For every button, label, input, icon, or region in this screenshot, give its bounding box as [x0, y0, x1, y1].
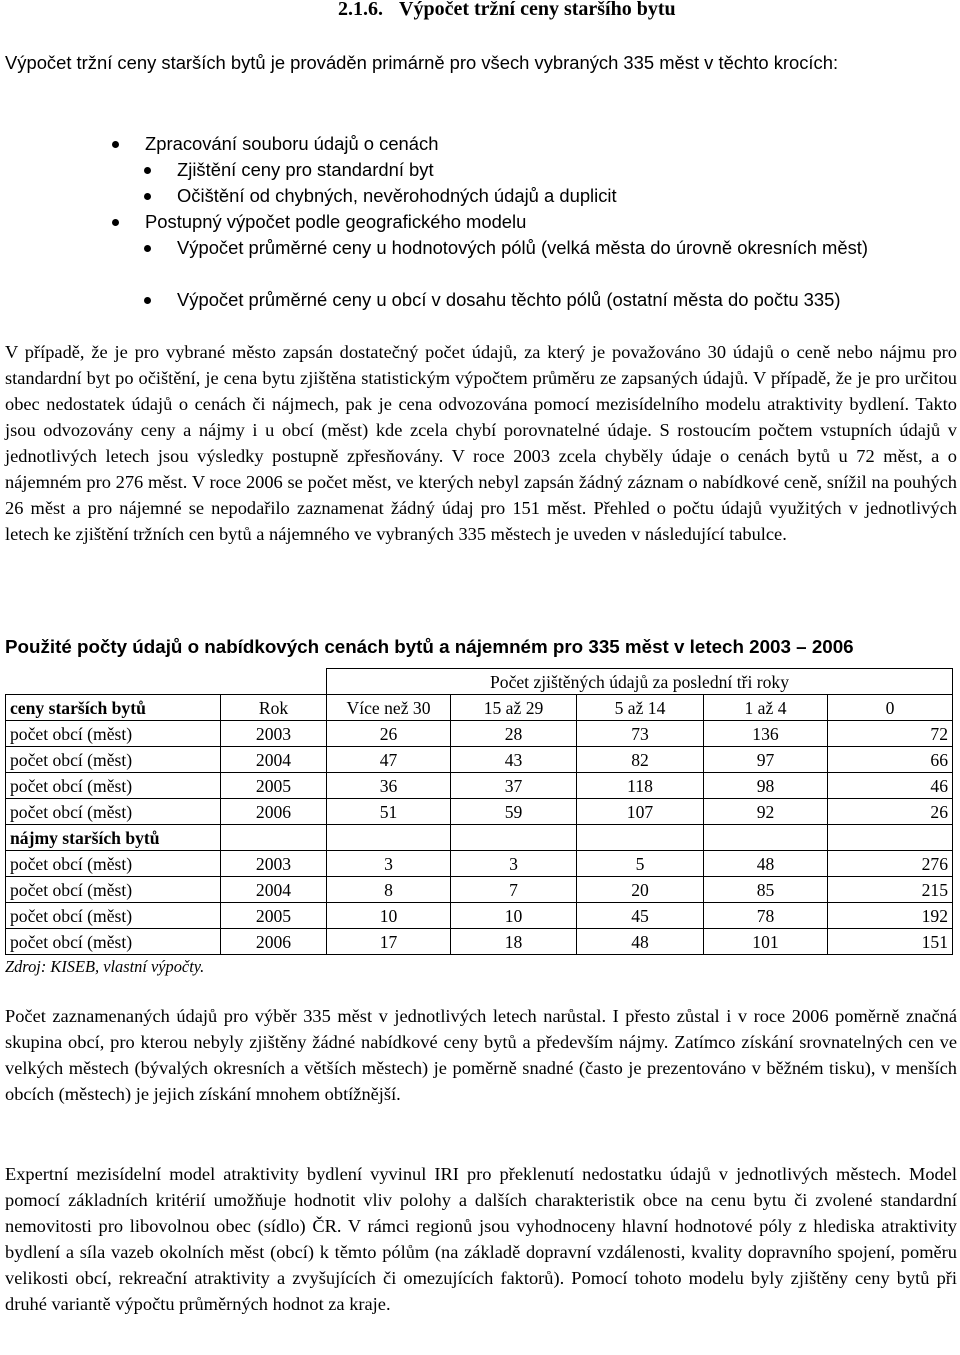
value-cell: 10: [451, 903, 577, 929]
value-cell: 18: [451, 929, 577, 955]
section-label: nájmy starších bytů: [6, 825, 221, 851]
value-cell: 43: [451, 747, 577, 773]
table-section-rents: [6, 851, 953, 955]
value-cell: 51: [327, 799, 451, 825]
table-row: [6, 773, 953, 799]
column-header: ceny starších bytů: [6, 695, 221, 721]
value-cell: 3: [327, 851, 451, 877]
table-title: Použité počty údajů o nabídkových cenách bytů a nájemném pro 335 měst v letech 2003 – 2006: [5, 636, 854, 657]
table-row: [6, 747, 953, 773]
bullet-icon: [144, 245, 151, 252]
table-row: [6, 799, 953, 825]
body-paragraph: V případě, že je pro vybrané město zapsán dostatečný počet údajů, za který je považováno 30 údajů o ceně nebo nájmu pro standardní byt po očištění, je cena bytu zjištěna statistickým výpočtem průměru ze zapsaných údajů. V případě, že je pro určitou obec nedostatek údajů o cenách či nájmech, pak je cena odvozována pomocí mezisídelního modelu atraktivity bydlení. Takto jsou odvozovány ceny a nájmy i u obcí (měst) kde zcela chybí porovnatelné údaje. S rostoucím počtem vstupních údajů v jednotlivých letech jsou výsledky postupně zpřesňovány. V roce 2003 zcela chyběly údaje o cenách bytů u 72 měst, a o nájemném pro 276 měst. V roce 2006 se počet měst, ve kterých nebyl zapsán žádný záznam o nabídkové ceně, snížil na pouhých 26 měst a pro nájemné se nepodařilo zaznamenat žádný údaj pro 151 měst. Přehled o počtu údajů využitých v jednotlivých letech ke zjištění tržních cen bytů a nájemného ve vybraných 335 městech je uveden v následující tabulce.: [5, 342, 957, 544]
year-cell: 2006: [221, 799, 327, 825]
value-cell: 59: [451, 799, 577, 825]
value-cell: 10: [327, 903, 451, 929]
column-header: Více než 30: [327, 695, 451, 721]
value-cell: 28: [451, 721, 577, 747]
group-header: Počet zjištěných údajů za poslední tři roky: [327, 669, 953, 695]
data-table: [5, 668, 953, 955]
bullet-icon: [112, 141, 119, 148]
value-cell: 107: [577, 799, 704, 825]
value-cell: 72: [828, 721, 953, 747]
row-label: počet obcí (měst): [6, 903, 221, 929]
value-cell: 3: [451, 851, 577, 877]
value-cell: 45: [577, 903, 704, 929]
list-item: [145, 209, 526, 235]
list-item: [177, 157, 434, 183]
column-header: 15 až 29: [451, 695, 577, 721]
value-cell: 8: [327, 877, 451, 903]
value-cell: 101: [704, 929, 828, 955]
value-cell: 78: [704, 903, 828, 929]
value-cell: 192: [828, 903, 953, 929]
bullet-icon: [112, 219, 119, 226]
row-label: počet obcí (měst): [6, 877, 221, 903]
row-label: počet obcí (měst): [6, 851, 221, 877]
value-cell: 48: [704, 851, 828, 877]
table-source: Zdroj: KISEB, vlastní výpočty.: [5, 957, 205, 976]
table-corner: [6, 669, 221, 695]
value-cell: 26: [327, 721, 451, 747]
value-cell: 276: [828, 851, 953, 877]
column-header: 0: [828, 695, 953, 721]
year-cell: 2006: [221, 929, 327, 955]
table-header-row: [6, 669, 953, 695]
list-item: [145, 131, 438, 157]
row-label: počet obcí (měst): [6, 929, 221, 955]
intro-paragraph: Výpočet tržní ceny starších bytů je prováděn primárně pro všech vybraných 335 měst v těchto krocích:: [5, 52, 839, 73]
year-cell: 2004: [221, 877, 327, 903]
value-cell: 20: [577, 877, 704, 903]
value-cell: 82: [577, 747, 704, 773]
body-paragraph: Počet zaznamenaných údajů pro výběr 335 měst v jednotlivých letech narůstal. I přesto zůstal i v roce 2006 poměrně značná skupina obcí, pro kterou nebyly zjištěny žádné nabídkové ceny bytů a především nájmy. Zatímco získání srovnatelných cen ve velkých městech (bývalých okresních a větších městech) je poměrně snadné (často je prezentováno v běžném tisku), v menších obcích (městech) je jejich získání mnohem obtížnější.: [5, 1006, 957, 1104]
value-cell: 118: [577, 773, 704, 799]
value-cell: 85: [704, 877, 828, 903]
table-row: [6, 929, 953, 955]
column-header: 1 až 4: [704, 695, 828, 721]
value-cell: 98: [704, 773, 828, 799]
table-section-row: [6, 825, 953, 851]
table-row: [6, 903, 953, 929]
value-cell: 17: [327, 929, 451, 955]
list-item: [177, 287, 840, 313]
value-cell: 215: [828, 877, 953, 903]
value-cell: 5: [577, 851, 704, 877]
table-row: [6, 877, 953, 903]
list-item-text: Výpočet průměrné ceny u obcí v dosahu těchto pólů (ostatní města do počtu 335): [177, 289, 841, 310]
value-cell: 37: [451, 773, 577, 799]
list-item-text: Zpracování souboru údajů o cenách: [145, 133, 439, 154]
year-cell: 2005: [221, 903, 327, 929]
column-header: Rok: [221, 695, 327, 721]
row-label: počet obcí (měst): [6, 721, 221, 747]
row-label: počet obcí (měst): [6, 799, 221, 825]
value-cell: 36: [327, 773, 451, 799]
table-row: [6, 851, 953, 877]
value-cell: 92: [704, 799, 828, 825]
table-row: [6, 721, 953, 747]
value-cell: 7: [451, 877, 577, 903]
value-cell: 97: [704, 747, 828, 773]
value-cell: 46: [828, 773, 953, 799]
column-header: 5 až 14: [577, 695, 704, 721]
section-title: Výpočet tržní ceny staršího bytu: [399, 0, 676, 20]
value-cell: 26: [828, 799, 953, 825]
value-cell: 66: [828, 747, 953, 773]
year-cell: 2003: [221, 851, 327, 877]
value-cell: 136: [704, 721, 828, 747]
section-heading: [338, 0, 676, 21]
year-cell: 2003: [221, 721, 327, 747]
list-item: [177, 183, 617, 209]
section-number: 2.1.6.: [338, 0, 383, 20]
year-cell: 2004: [221, 747, 327, 773]
bullet-icon: [144, 167, 151, 174]
bullet-icon: [144, 193, 151, 200]
table-section-prices: [6, 721, 953, 825]
list-item-text: Zjištění ceny pro standardní byt: [177, 159, 434, 180]
body-paragraph: Expertní mezisídelní model atraktivity bydlení vyvinul IRI pro překlenutí nedostatku údajů v jednotlivých městech. Model pomocí základních kritérií umožňuje hodnotit vliv polohy a dalších charakteristik obce na cenu bytu či zvolené standardní nemovitosti pro libovolnou obec (sídlo) ČR. V rámci regionů jsou vyhodnoceny hlavní hodnotové póly z hlediska atraktivity bydlení a síla vazeb okolních měst (obcí) k těmto pólům (na základě dopravní vzdálenosti, kvality dopravního spojení, poměru velikosti obcí, rekreační atraktivity a zvyšujících či omezujících faktorů). Pomocí tohoto modelu byly zjištěny ceny bytů při druhé variantě výpočtu průměrných hodnot za kraje.: [5, 1164, 957, 1314]
bullet-icon: [144, 297, 151, 304]
row-label: počet obcí (měst): [6, 747, 221, 773]
row-label: počet obcí (měst): [6, 773, 221, 799]
year-cell: 2005: [221, 773, 327, 799]
value-cell: 48: [577, 929, 704, 955]
value-cell: 73: [577, 721, 704, 747]
value-cell: 151: [828, 929, 953, 955]
list-item: [177, 235, 957, 261]
value-cell: 47: [327, 747, 451, 773]
list-item-text: Postupný výpočet podle geografického modelu: [145, 211, 527, 232]
list-item-text: Očištění od chybných, nevěrohodných údajů a duplicit: [177, 185, 617, 206]
table-header-row: [6, 695, 953, 721]
list-item-text: Výpočet průměrné ceny u hodnotových pólů (velká města do úrovně okresních měst): [177, 237, 869, 258]
